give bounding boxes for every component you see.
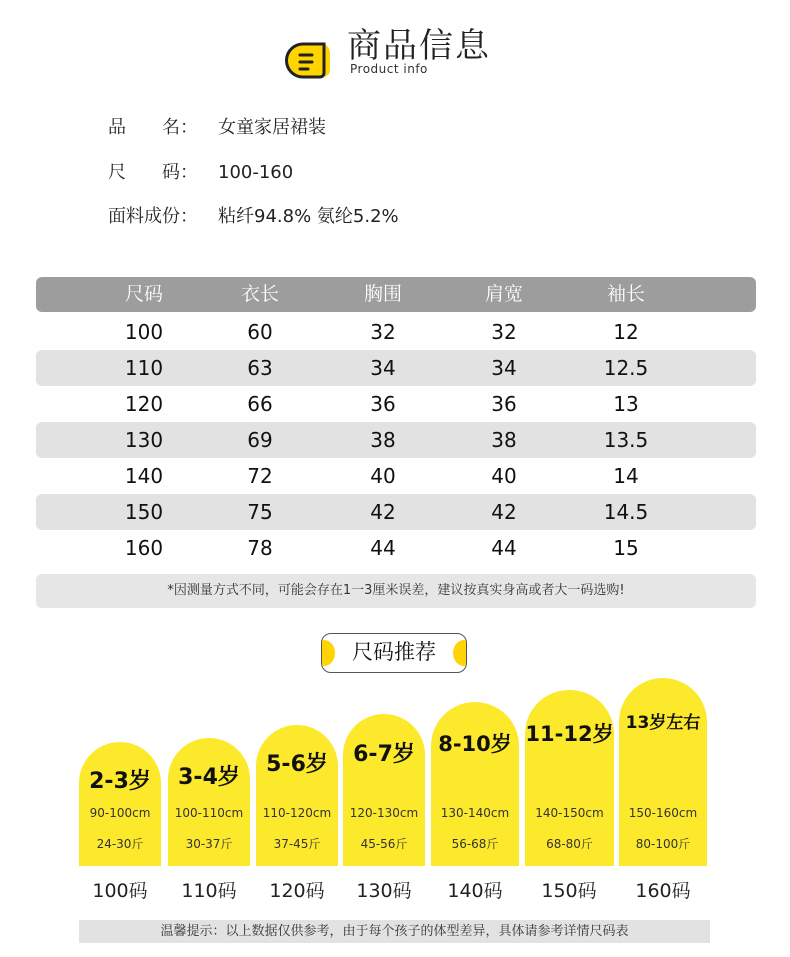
info-label: 面料成份： — [108, 206, 198, 227]
table-cell: 38 — [370, 428, 396, 452]
card-weight: 80-100斤 — [635, 837, 691, 851]
card-age: 2-3岁 — [89, 769, 151, 794]
table-cell: 42 — [370, 500, 396, 524]
table-row — [36, 422, 756, 458]
card-height: 110-120cm — [262, 806, 332, 820]
table-cell: 40 — [491, 464, 517, 488]
table-cell: 44 — [370, 536, 396, 560]
card-age: 5-6岁 — [266, 752, 328, 777]
tip-note: 温馨提示：以上数据仅供参考，由于每个孩子的体型差异，具体请参考详情尺码表 — [79, 920, 710, 943]
table-cell: 72 — [247, 464, 273, 488]
table-row — [36, 494, 756, 530]
page-title: 商品信息 — [347, 26, 491, 66]
card-size-label: 150码 — [541, 880, 597, 902]
table-cell: 63 — [247, 356, 273, 380]
table-cell: 32 — [370, 320, 396, 344]
table-header-cell: 袖长 — [606, 283, 645, 305]
table-row — [36, 386, 756, 422]
size-card — [431, 702, 519, 866]
info-row-fabric — [108, 202, 399, 228]
card-weight: 30-37斤 — [185, 837, 233, 851]
table-cell: 42 — [491, 500, 517, 524]
table-cell: 160 — [124, 536, 164, 560]
info-label: 尺 码： — [108, 162, 198, 183]
document-lines-icon — [284, 40, 332, 80]
card-age: 3-4岁 — [178, 765, 240, 790]
info-row-name — [108, 113, 326, 139]
recommend-title: 尺码推荐 — [352, 640, 436, 664]
table-header-cell: 尺码 — [124, 283, 163, 305]
info-value: 女童家居裙装 — [218, 117, 326, 138]
card-weight: 37-45斤 — [273, 837, 321, 851]
table-cell: 140 — [124, 464, 164, 488]
table-header-cell: 肩宽 — [484, 283, 523, 305]
table-cell: 12 — [613, 320, 639, 344]
card-height: 100-110cm — [174, 806, 244, 820]
page-subtitle: Product info — [350, 62, 428, 76]
table-cell: 120 — [124, 392, 164, 416]
table-cell: 78 — [247, 536, 273, 560]
card-size-label: 160码 — [635, 880, 691, 902]
table-cell: 36 — [491, 392, 517, 416]
card-height: 120-130cm — [349, 806, 419, 820]
table-header-cell: 胸围 — [363, 283, 402, 305]
size-card — [619, 678, 707, 866]
table-row — [36, 314, 756, 350]
measurement-note: *因测量方式不同，可能会存在1一3厘米误差，建议按真实身高或者大一码选购! — [36, 574, 756, 608]
card-size-label: 110码 — [181, 880, 237, 902]
card-size-label: 100码 — [92, 880, 148, 902]
table-cell: 36 — [370, 392, 396, 416]
card-size-label: 140码 — [447, 880, 503, 902]
card-height: 90-100cm — [89, 806, 151, 820]
table-header-cell: 衣长 — [240, 283, 279, 305]
table-cell: 100 — [124, 320, 164, 344]
table-cell: 38 — [491, 428, 517, 452]
table-cell: 13 — [613, 392, 639, 416]
card-size-label: 130码 — [356, 880, 412, 902]
card-size-label: 120码 — [269, 880, 325, 902]
card-age: 11-12岁 — [525, 722, 614, 746]
card-age: 13岁左右 — [625, 713, 701, 733]
table-cell: 13.5 — [603, 428, 649, 452]
size-card — [168, 738, 250, 866]
card-weight: 45-56斤 — [360, 837, 408, 851]
table-cell: 60 — [247, 320, 273, 344]
card-height: 130-140cm — [440, 806, 510, 820]
table-header-row — [36, 277, 756, 312]
card-weight: 68-80斤 — [546, 837, 593, 851]
table-cell: 34 — [370, 356, 396, 380]
table-cell: 44 — [491, 536, 517, 560]
size-card — [256, 725, 338, 866]
table-cell: 34 — [491, 356, 517, 380]
table-cell: 110 — [124, 356, 164, 380]
info-value: 粘纤94.8% 氨纶5.2% — [218, 206, 399, 227]
size-table — [36, 277, 756, 566]
info-row-size — [108, 158, 293, 184]
card-height: 150-160cm — [628, 806, 698, 820]
table-cell: 12.5 — [603, 356, 649, 380]
table-cell: 150 — [124, 500, 164, 524]
table-cell: 40 — [370, 464, 396, 488]
table-row — [36, 458, 756, 494]
size-card — [525, 690, 614, 866]
card-age: 6-7岁 — [353, 742, 415, 767]
table-cell: 75 — [247, 500, 273, 524]
table-cell: 14 — [613, 464, 639, 488]
card-weight: 24-30斤 — [96, 837, 144, 851]
info-label: 品 名： — [108, 117, 198, 138]
table-row — [36, 530, 756, 566]
card-age: 8-10岁 — [438, 732, 512, 756]
table-cell: 130 — [124, 428, 164, 452]
table-cell: 66 — [247, 392, 273, 416]
table-cell: 15 — [613, 536, 639, 560]
table-cell: 69 — [247, 428, 273, 452]
size-card — [79, 742, 161, 866]
table-cell: 32 — [491, 320, 517, 344]
table-cell: 14.5 — [603, 500, 649, 524]
card-height: 140-150cm — [535, 806, 604, 820]
size-card — [343, 714, 425, 866]
table-row — [36, 350, 756, 386]
recommend-title-pill — [321, 633, 467, 673]
info-value: 100-160 — [218, 162, 294, 183]
card-weight: 56-68斤 — [451, 837, 499, 851]
